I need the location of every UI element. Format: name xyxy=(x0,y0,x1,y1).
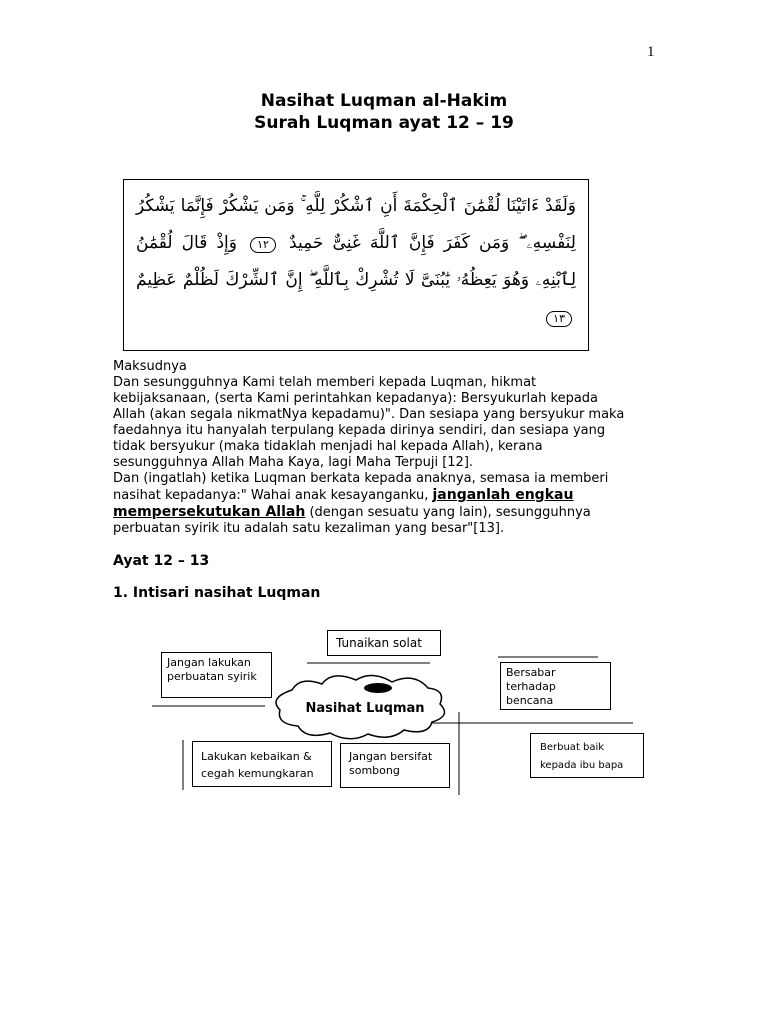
subheading: 1. Intisari nasihat Luqman xyxy=(113,585,321,601)
node-berbuat-baik-ibubapa: Berbuat baik kepada ibu bapa xyxy=(530,733,644,778)
translation-label: Maksudnya xyxy=(113,359,187,374)
translation-paragraph-12: Dan sesungguhnya Kami telah memberi kepada Luqman, hikmat kebijaksanaan, (serta Kami perintahkan kepadanya): Bersyukurlah kepada Allah (akan segala nikmatNya kepadamu)". Dan sesiapa yang bersyukur maka faedahnya itu hanyalah terpulang kepada dirinya sendiri, dan sesiapa yang tidak bersyukur (maka tidaklah menjadi hal kepada Allah), kerana sesungguhnya Allah Maha Kaya, lagi Maha Terpuji [12]. xyxy=(113,375,625,470)
node-bersabar: Bersabar terhadap bencana xyxy=(500,662,611,710)
arabic-verse-12: وَلَقَدْ ءَاتَيْنَا لُقْمَٰنَ ٱلْحِكْمَةَ أَنِ ٱشْكُرْ لِلَّهِ ۚ وَمَن يَشْكُرْ فَإِنَّمَا يَشْكُرُ لِنَفْسِهِۦ ۖ وَمَن كَفَرَ فَإِنَّ ٱللَّهَ غَنِىٌّ حَمِيدٌ xyxy=(136,196,576,253)
ayah-marker-13: ١٣ xyxy=(546,311,572,327)
translation-13-end: (dengan sesuatu yang lain), sesungguhnya perbuatan syirik itu adalah satu kezaliman yang besar"[13]. xyxy=(113,505,591,536)
node-jangan-syirik: Jangan lakukan perbuatan syirik xyxy=(161,652,272,698)
ayah-marker-12: ١٢ xyxy=(250,237,276,253)
node-center-nasihat: Nasihat Luqman xyxy=(305,701,425,716)
section-heading: Ayat 12 – 13 xyxy=(113,553,210,569)
arabic-verse-13: وَإِذْ قَالَ لُقْمَٰنُ لِٱبْنِهِۦ وَهُوَ يَعِظُهُۥ يَٰبُنَىَّ لَا تُشْرِكْ بِٱللَّهِ ۖ إِنَّ ٱلشِّرْكَ لَظُلْمٌ عَظِيمٌ xyxy=(136,233,576,290)
node-tunaikan-solat: Tunaikan solat xyxy=(327,630,441,656)
title-line-1: Nasihat Luqman al-Hakim xyxy=(260,91,508,111)
translation-13-emphasis: janganlah engkau mempersekutukan Allah xyxy=(113,487,574,520)
node-lakukan-kebaikan: Lakukan kebaikan & cegah kemungkaran xyxy=(192,741,332,787)
title-line-2: Surah Luqman ayat 12 – 19 xyxy=(254,113,514,133)
node-jangan-sombong: Jangan bersifat sombong xyxy=(340,743,450,788)
translation-13-start: Dan (ingatlah) ketika Luqman berkata kepada anaknya, semasa ia memberi nasihat kepadanya:" Wahai anak kesayanganku, xyxy=(113,471,609,503)
page-number: 1 xyxy=(647,44,655,60)
